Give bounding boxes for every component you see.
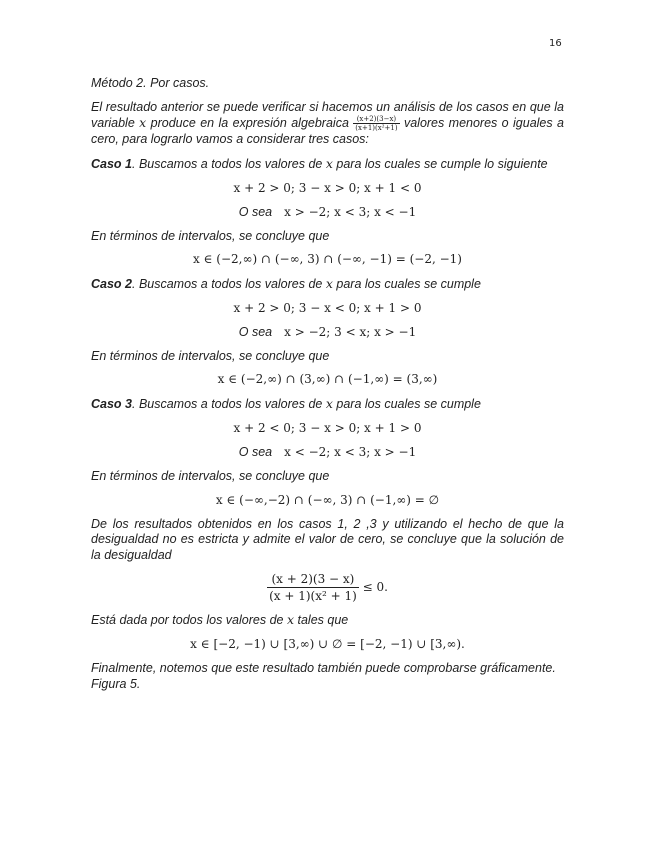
case-2-conclusion-text: En términos de intervalos, se concluye que [91,348,330,363]
method-heading: Método 2. Por casos. [91,76,210,90]
case-1-interval: x ∈ (−2,∞) ∩ (−∞, 3) ∩ (−∞, −1) = (−2, −1) [193,252,462,267]
given-paragraph: Está dada por todos los valores de x tales que [91,612,349,628]
inline-fraction: $\frac{(x+2)(3-x)}{\text{(x+1)(x²+1)}}$ [355,115,398,133]
variable-x: x [139,115,147,131]
case-1-conclusion-text: En términos de intervalos, se concluye que [91,228,330,243]
case-3-conditions: x + 2 < 0; 3 − x > 0; x + 1 > 0 [233,420,422,435]
case-2-interval: x ∈ (−2,∞) ∩ (3,∞) ∩ (−1,∞) = (3,∞) [217,372,438,387]
intro-paragraph: El resultado anterior se puede verificar si hacemos un análisis de los casos en que la variable x produce en la expresión algebraica $\frac{(x+2)(3-x)}{\text{(x+1)(x²+1)}}$ valores menores o iguales a cero, para lograrlo vamos a considerar tres casos: [91,99,564,147]
case-1-conditions: x + 2 > 0; 3 − x > 0; x + 1 < 0 [233,180,422,195]
final-paragraph: Finalmente, notemos que este resultado también puede comprobarse gráficamente. Figura 5. [91,660,556,691]
case-1-statement: Caso 1. Buscamos a todos los valores de x para los cuales se cumple lo siguiente [91,155,548,171]
inequality-display [91,571,564,604]
case-3-conclusion-text: En términos de intervalos, se concluye que [91,468,330,483]
solution-set: x ∈ [−2, −1) ∪ [3,∞) ∪ ∅ = [−2, −1) ∪ [3,∞). [190,636,465,651]
case-1-osea: O sea x > −2; x < 3; x < −1 [238,204,417,219]
page-number: 16 [549,38,562,49]
inequality-fraction: $\frac{(x + 2)(3 - x)}{\text{(x + 1)(x² + 1)}}$ [269,572,357,604]
results-paragraph: De los resultados obtenidos en los casos 1, 2 ,3 y utilizando el hecho de que la desigualdad no es estricta y admite el valor de cero, se concluye que la solución de la desigualdad [91,516,564,562]
case-2-conditions: x + 2 > 0; 3 − x < 0; x + 1 > 0 [233,300,422,315]
case-3-osea: O sea x < −2; x < 3; x > −1 [238,444,417,459]
inequality-rhs: ≤ 0. [362,580,388,595]
case-3-interval: x ∈ (−∞,−2) ∩ (−∞, 3) ∩ (−1,∞) = ∅ [215,492,440,507]
case-2-statement: Caso 2. Buscamos a todos los valores de x para los cuales se cumple [91,276,481,292]
case-2-osea: O sea x > −2; 3 < x; x > −1 [238,324,417,339]
case-3-statement: Caso 3. Buscamos a todos los valores de x para los cuales se cumple [91,396,481,412]
document-body [91,76,564,700]
